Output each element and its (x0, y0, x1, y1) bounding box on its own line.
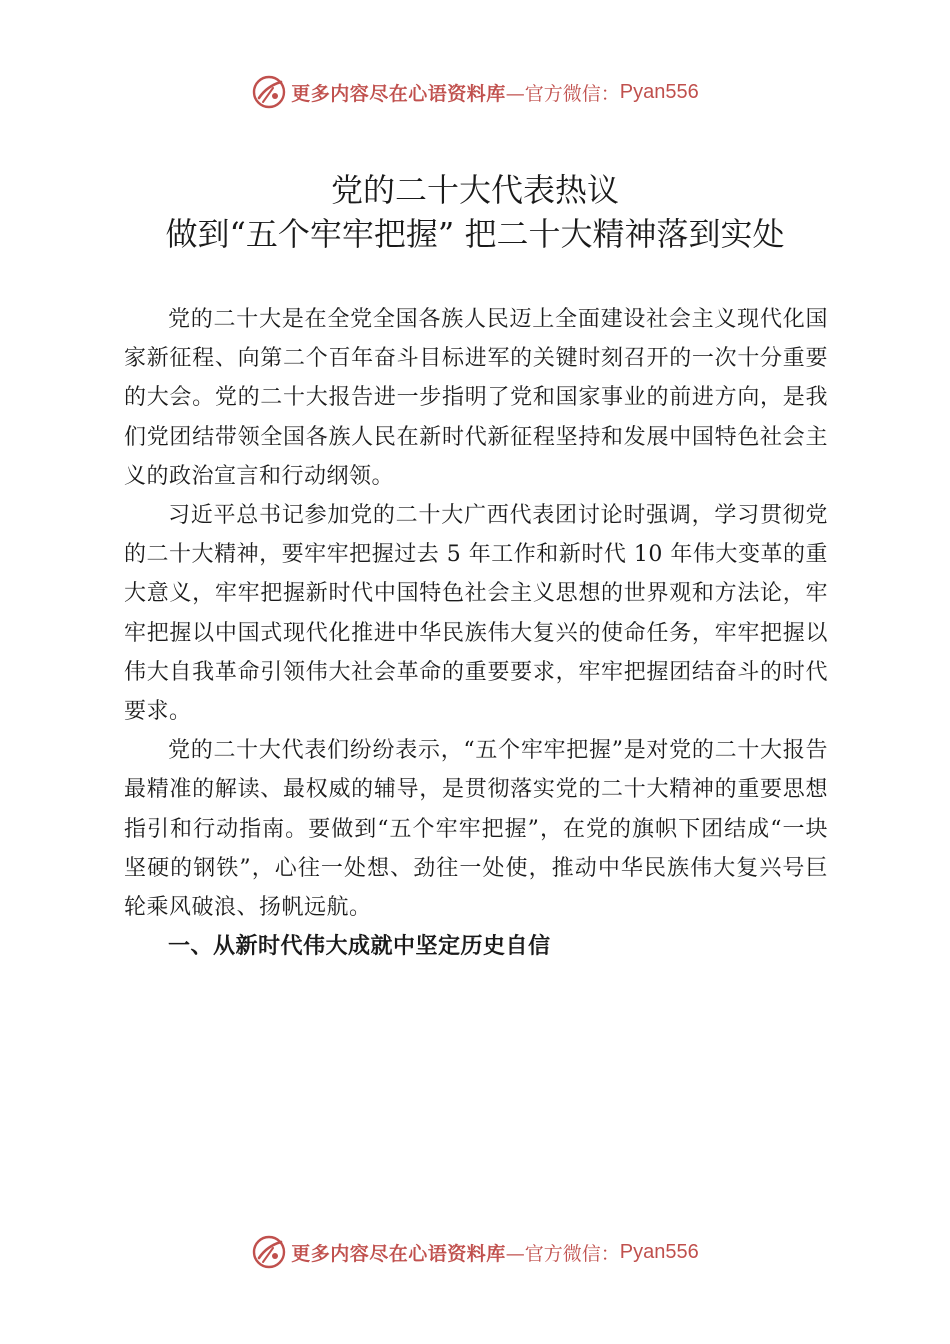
watermark-logo-icon (251, 74, 287, 110)
paragraph-2: 习近平总书记参加党的二十大广西代表团讨论时强调，学习贯彻党的二十大精神，要牢牢把握过去 5 年工作和新时代 10 年伟大变革的重大意义，牢牢把握新时代中国特色社会主义思想的世界观和方法论，牢牢把握以中国式现代化推进中华民族伟大复兴的使命任务，牢牢把握以伟大自我革命引领伟大社会革命的重要要求，牢牢把握团结奋斗的时代要求。 (124, 503, 828, 725)
header-watermark (0, 72, 950, 112)
section-heading-1: 一、从新时代伟大成就中坚定历史自信 (168, 934, 551, 960)
watermark-main-text: 更多内容尽在心语资料库 (291, 1242, 506, 1265)
watermark-wechat-id: Pyan556 (619, 80, 699, 103)
watermark-wechat-id: Pyan556 (619, 1240, 699, 1263)
document-body (124, 300, 828, 966)
watermark-main-text: 更多内容尽在心语资料库 (291, 82, 506, 105)
watermark-logo-icon (251, 1234, 287, 1270)
title-line-1: 党的二十大代表热议 (330, 171, 619, 209)
paragraph-3: 党的二十大代表们纷纷表示，“五个牢牢把握”是对党的二十大报告最精准的解读、最权威的辅导，是贯彻落实党的二十大精神的重要思想指引和行动指南。要做到“五个牢牢把握”，在党的旗帜下团结成“一块坚硬的钢铁”，心往一处想、劲往一处使，推动中华民族伟大复兴号巨轮乘风破浪、扬帆远航。 (124, 738, 828, 921)
watermark-suffix-text: —官方微信： (505, 1242, 620, 1265)
title-line-2: 做到“五个牢牢把握” 把二十大精神落到实处 (165, 215, 785, 253)
watermark-suffix-text: —官方微信： (505, 82, 620, 105)
document-title (0, 168, 950, 256)
paragraph-1: 党的二十大是在全党全国各族人民迈上全面建设社会主义现代化国家新征程、向第二个百年奋斗目标进军的关键时刻召开的一次十分重要的大会。党的二十大报告进一步指明了党和国家事业的前进方向，是我们党团结带领全国各族人民在新时代新征程坚持和发展中国特色社会主义的政治宣言和行动纲领。 (124, 307, 828, 489)
footer-watermark (0, 1232, 950, 1272)
